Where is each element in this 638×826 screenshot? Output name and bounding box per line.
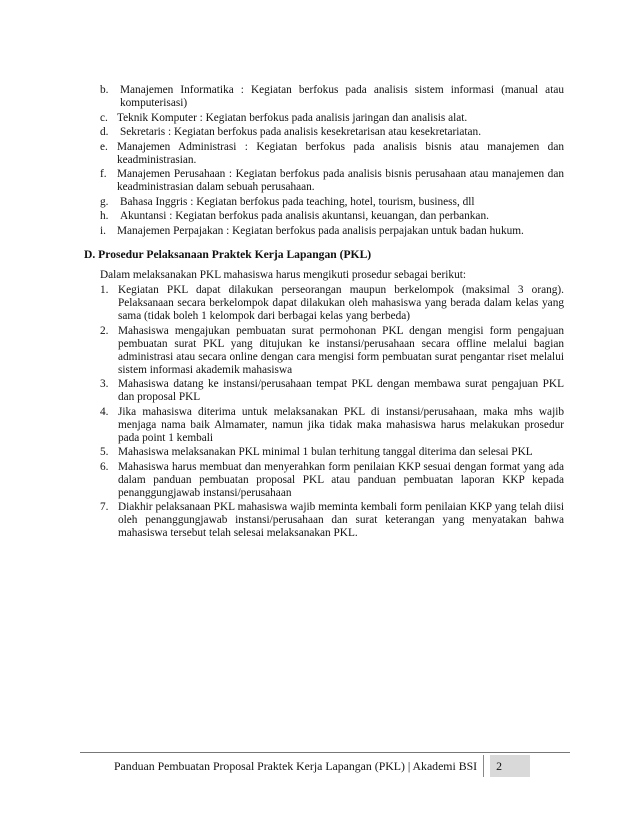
page-number: 2	[490, 755, 530, 777]
list-text: Jika mahasiswa diterima untuk melaksanakan PKL di instansi/perusahaan, maka mhs wajib menjaga nama baik Almamater, namun jika tidak maka mahasiswa harus melakukan prosedur pada point 1 kembali	[118, 405, 564, 444]
list-item	[100, 325, 564, 377]
list-text: Mahasiswa datang ke instansi/perusahaan tempat PKL dengan membawa surat pengajuan PKL dan proposal PKL	[118, 378, 564, 403]
list-item	[100, 446, 564, 459]
list-item	[100, 210, 564, 223]
list-text: Mahasiswa melaksanakan PKL minimal 1 bulan terhitung tanggal diterima dan selesai PKL	[118, 446, 533, 458]
list-text: Manajemen Informatika : Kegiatan berfokus pada analisis sistem informasi (manual atau komputerisasi)	[120, 84, 564, 109]
list-marker: h.	[100, 210, 109, 222]
list-marker: g.	[100, 195, 109, 208]
list-item	[100, 112, 564, 125]
section-heading: D. Prosedur Pelaksanaan Praktek Kerja Lapangan (PKL)	[84, 248, 372, 261]
list-text: Sekretaris : Kegiatan berfokus pada analisis kesekretarisan atau kesekretariatan.	[120, 126, 482, 138]
list-item	[100, 406, 564, 445]
list-marker: 5.	[100, 446, 109, 458]
procedure-list	[100, 284, 564, 542]
list-text: Teknik Komputer : Kegiatan berfokus pada analisis jaringan dan analisis alat.	[117, 111, 468, 124]
list-item	[100, 284, 564, 323]
footer-divider	[80, 752, 570, 753]
list-marker: 6.	[100, 460, 109, 473]
list-marker: b.	[100, 84, 109, 96]
list-text: Bahasa Inggris : Kegiatan berfokus pada teaching, hotel, tourism, business, dll	[120, 195, 475, 208]
list-text: Diakhir pelaksanaan PKL mahasiswa wajib meminta kembali form penilaian KKP yang telah diisi oleh penanggungjawab instansi/perusahaan dan surat keterangan yang menyatakan bahwa mahasiswa tersebut telah selesai melaksanakan PKL.	[118, 501, 564, 539]
list-marker: 7.	[100, 501, 109, 513]
list-item	[100, 196, 564, 209]
program-list	[100, 84, 564, 239]
list-text: Manajemen Perusahaan : Kegiatan berfokus pada analisis bisnis perusahaan atau manajemen dan keadministrasian dalam sebuah perusahaan.	[117, 168, 564, 193]
list-item	[100, 461, 564, 500]
list-item	[100, 168, 564, 194]
list-text: Mahasiswa mengajukan pembuatan surat permohonan PKL dengan mengisi form pengajuan pembuatan surat PKL yang ditujukan ke instansi/perusahaan secara offline melalui bagian administrasi atau secara online dengan cara mengisi form pembuatan surat pengantar riset melalui sistem informasi akademik mahasiswa	[118, 324, 564, 376]
list-marker: c.	[100, 111, 108, 124]
list-marker: i.	[100, 224, 106, 237]
list-item	[100, 378, 564, 404]
list-marker: 4.	[100, 405, 109, 418]
list-text: Mahasiswa harus membuat dan menyerahkan form penilaian KKP sesuai dengan format yang ada dalam panduan pembuatan proposal PKL atau panduan pembuatan laporan KKP kepada penanggungjawab instansi/perusahaan	[118, 460, 564, 499]
list-marker: 3.	[100, 378, 109, 390]
list-text: Manajemen Perpajakan : Kegiatan berfokus pada analisis perpajakan untuk badan hukum.	[117, 224, 524, 237]
list-marker: 1.	[100, 284, 109, 296]
list-marker: d.	[100, 126, 109, 138]
list-text: Akuntansi : Kegiatan berfokus pada analisis akuntansi, keuangan, dan perbankan.	[120, 210, 489, 222]
section-intro: Dalam melaksanakan PKL mahasiswa harus mengikuti prosedur sebagai berikut:	[100, 269, 467, 281]
footer-separator	[483, 755, 484, 777]
footer-title: Panduan Pembuatan Proposal Praktek Kerja Lapangan (PKL) | Akademi BSI	[114, 758, 478, 773]
list-marker: e.	[100, 140, 108, 153]
list-item	[100, 141, 564, 167]
page-footer	[114, 755, 530, 777]
list-text: Kegiatan PKL dapat dilakukan perseorangan maupun berkelompok (maksimal 3 orang). Pelaksanaan secara berkelompok dapat dilakukan oleh mahasiswa yang berada dalam kelas yang sama (tidak boleh 1 kelompok dari berbagai kelas yang berbeda)	[118, 284, 564, 322]
list-marker: f.	[100, 168, 107, 180]
list-item	[100, 126, 564, 139]
list-text: Manajemen Administrasi : Kegiatan berfokus pada analisis bisnis atau manajemen dan keadministrasian.	[117, 140, 564, 166]
list-item	[100, 84, 564, 110]
list-marker: 2.	[100, 324, 109, 337]
list-item	[100, 501, 564, 540]
list-item	[100, 225, 564, 238]
